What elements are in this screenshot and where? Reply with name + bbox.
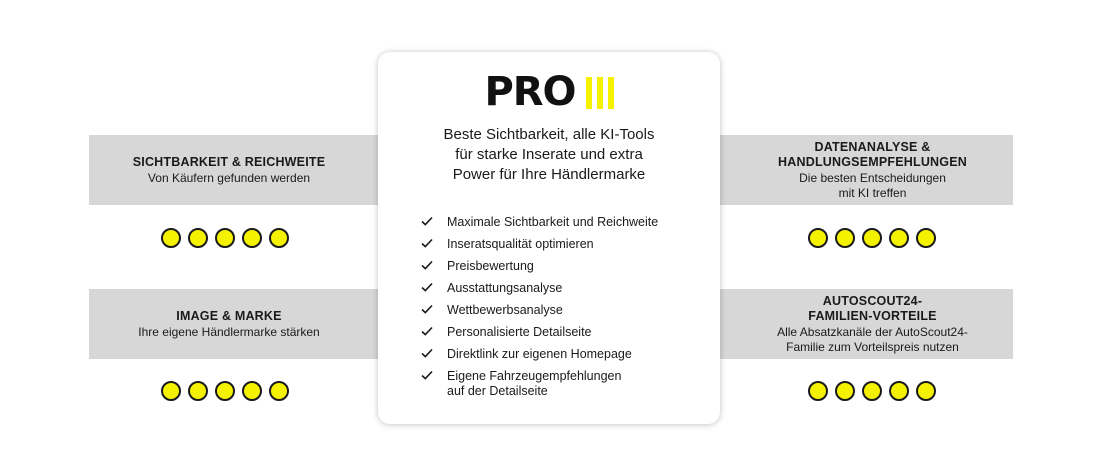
rating-dot (916, 228, 936, 248)
rating-dot (188, 381, 208, 401)
check-icon (421, 281, 433, 293)
check-icon (421, 325, 433, 337)
feature-label: Preisbewertung (447, 259, 534, 273)
rating-dot (269, 228, 289, 248)
category-image (89, 289, 369, 359)
rating-dot (242, 228, 262, 248)
rating-dot (862, 381, 882, 401)
feature-label: Inseratsqualität optimieren (447, 237, 594, 251)
rating-dot (269, 381, 289, 401)
pro-bars-icon (586, 77, 614, 109)
category-family (730, 289, 1015, 359)
category-description: Alle Absatzkanäle der AutoScout24- Familie zum Vorteilspreis nutzen (777, 324, 968, 354)
feature-item (418, 369, 698, 399)
rating-dot (835, 228, 855, 248)
category-title: DATENANALYSE & HANDLUNGSEMPFEHLUNGEN (778, 139, 967, 169)
feature-item (418, 237, 698, 252)
feature-item (418, 347, 698, 362)
rating-dot (889, 228, 909, 248)
product-name: PRO (484, 69, 576, 115)
check-icon (421, 259, 433, 271)
category-description: Ihre eigene Händlermarke stärken (138, 324, 320, 339)
feature-item (418, 281, 698, 296)
rating-dot (215, 228, 235, 248)
rating-dot (808, 228, 828, 248)
rating-dot (808, 381, 828, 401)
rating-dot (161, 381, 181, 401)
check-icon (421, 215, 433, 227)
rating-dot (161, 228, 181, 248)
category-data (730, 135, 1015, 205)
feature-list (418, 215, 698, 406)
feature-label: Direktlink zur eigenen Homepage (447, 347, 632, 361)
pro-package-card (378, 52, 720, 424)
rating-dot (862, 228, 882, 248)
feature-label: Maximale Sichtbarkeit und Reichweite (447, 215, 659, 229)
feature-item (418, 215, 698, 230)
rating-image (161, 381, 289, 401)
check-icon (421, 237, 433, 249)
category-visibility (89, 135, 369, 205)
rating-dot (835, 381, 855, 401)
rating-dot (916, 381, 936, 401)
feature-label: Wettbewerbsanalyse (447, 303, 563, 317)
pro-logo (378, 69, 720, 115)
rating-dot (188, 228, 208, 248)
check-icon (421, 347, 433, 359)
category-description: Die besten Entscheidungen mit KI treffen (799, 170, 946, 200)
rating-dot (215, 381, 235, 401)
category-title: IMAGE & MARKE (176, 308, 282, 323)
rating-family (808, 381, 936, 401)
rating-data (808, 228, 936, 248)
feature-item (418, 325, 698, 340)
category-title: AUTOSCOUT24- FAMILIEN-VORTEILE (808, 293, 937, 323)
feature-label: Personalisierte Detailseite (447, 325, 592, 339)
category-description: Von Käufern gefunden werden (147, 170, 311, 185)
category-title: SICHTBARKEIT & REICHWEITE (132, 154, 326, 169)
rating-dot (242, 381, 262, 401)
feature-label: Ausstattungsanalyse (447, 281, 563, 295)
feature-item (418, 303, 698, 318)
product-subtitle: Beste Sichtbarkeit, alle KI-Tools für starke Inserate und extra Power für Ihre Händlermarke (443, 126, 655, 183)
feature-item (418, 259, 698, 274)
check-icon (421, 303, 433, 315)
rating-visibility (161, 228, 289, 248)
rating-dot (889, 381, 909, 401)
check-icon (421, 369, 433, 381)
feature-label: Eigene Fahrzeugempfehlungen auf der Detailseite (447, 369, 622, 398)
